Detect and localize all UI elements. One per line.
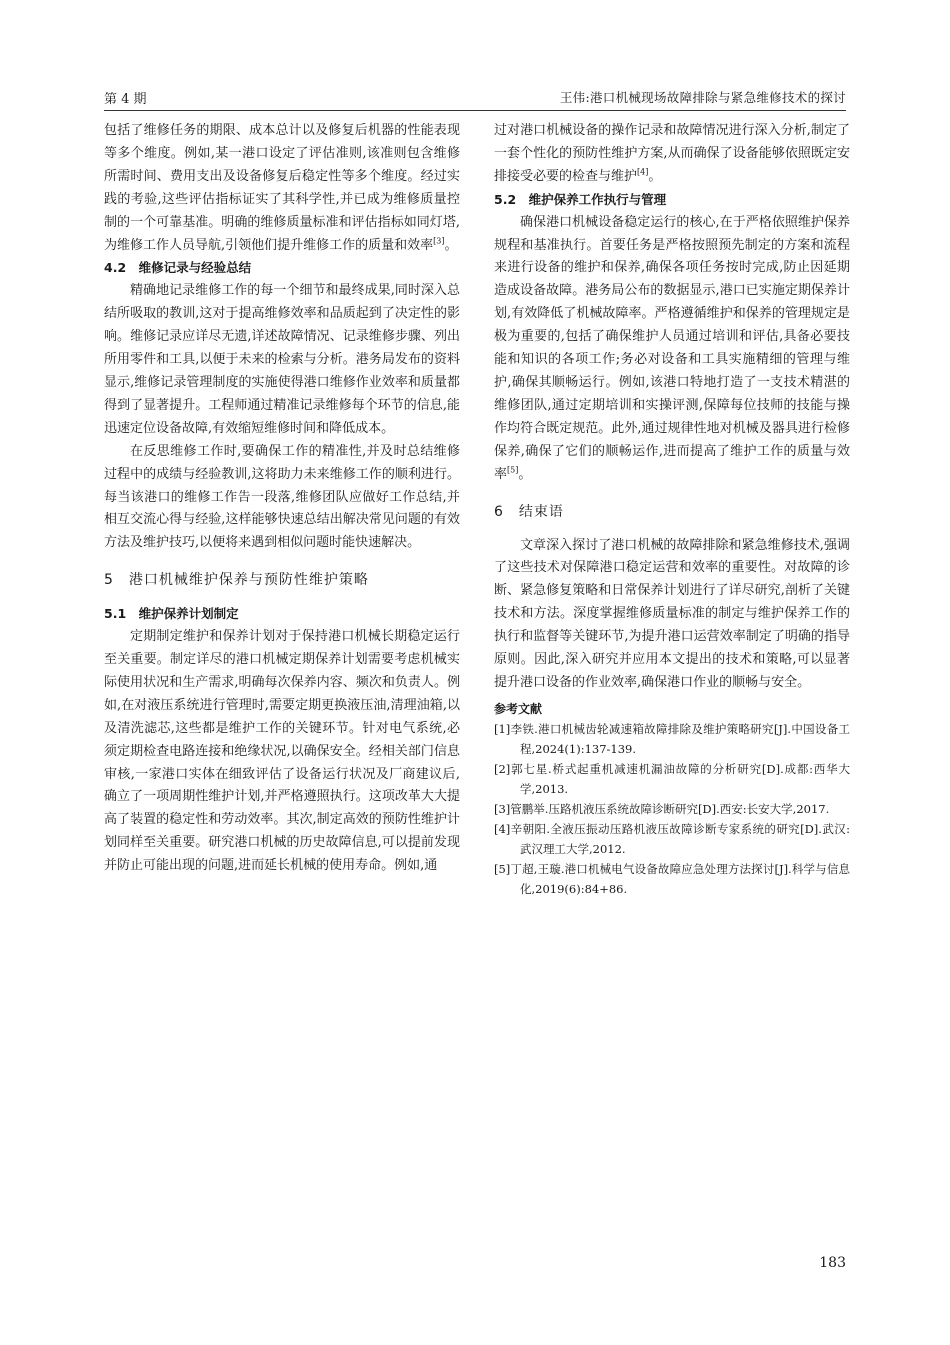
left-column: [104, 120, 460, 878]
section-5-heading: 5 港口机械维护保养与预防性维护策略: [104, 572, 369, 589]
section-6-heading: 6 结束语: [494, 503, 564, 520]
paragraph: 在反思维修工作时,要确保工作的精准性,并及时总结维修过程中的成绩与经验教训,这将助力未来维修工作的顺利进行。每当该港口的维修工作告一段落,维修团队应做好工作总结,并相互交流心得与经验,这样能够快速总结出解决常见问题的有效方法及维护技巧,以便将来遇到相似问题时能快速解决。: [104, 443, 460, 551]
paragraph: 确保港口机械设备稳定运行的核心,在于严格依照维护保养规程和基准执行。首要任务是严格按照预先制定的方案和流程来进行设备的维护和保养,确保各项任务按时完成,防止因延期造成设备故障。港务局公布的数据显示,港口已实施定期保养计划,有效降低了机械故障率。严格遵循维护和保养的管理规定是极为重要的,包括了确保维护人员通过培训和评估,具备必要技能和知识的各项工作;务必对设备和工具实施精细的管理与维护,确保其顺畅运行。例如,该港口特地打造了一支技术精湛的维修团队,通过定期培训和实操评测,保障每位技师的技能与操作均符合既定规范。此外,通过规律性地对机械及器具进行检修保养,确保了它们的顺畅运作,进而提高了维护工作的质量与效率[5]。: [494, 214, 850, 482]
subsection-4-2-heading: 4.2 维修记录与经验总结: [104, 260, 252, 276]
reference-item: [4]辛朝阳.全液压振动压路机液压故障诊断专家系统的研究[D].武汉:武汉理工大学,2012.: [494, 821, 850, 856]
running-title: 王伟:港口机械现场故障排除与紧急维修技术的探讨: [559, 90, 846, 105]
reference-item: [2]郭七星.桥式起重机减速机漏油故障的分析研究[D].成都:西华大学,2013.: [494, 761, 850, 796]
reference-item: [3]管鹏举.压路机液压系统故障诊断研究[D].西安:长安大学,2017.: [494, 801, 830, 816]
references-heading: 参考文献: [494, 701, 543, 716]
paragraph-continued: 包括了维修任务的期限、成本总计以及修复后机器的性能表现等多个维度。例如,某一港口设定了评估准则,该准则包含维修所需时间、费用支出及设备修复后稳定性等多个维度。经过实践的考验,这些评估指标证实了其科学性,并已成为维修质量控制的一个可靠基准。明确的维修质量标准和评估指标如同灯塔,为维修工作人员导航,引领他们提升维修工作的质量和效率[3]。: [104, 123, 460, 253]
journal-issue: 第 4 期: [104, 92, 147, 107]
page-number: 183: [819, 1255, 846, 1271]
citation-4: [4]: [637, 167, 649, 177]
citation-5: [5]: [507, 465, 519, 475]
reference-item: [1]李铁.港口机械齿轮减速箱故障排除及维护策略研究[J].中国设备工程,2024(1):137-139.: [494, 721, 850, 756]
header-rule: [104, 110, 846, 111]
paragraph: 精确地记录维修工作的每一个细节和最终成果,同时深入总结所吸取的教训,这对于提高维修效率和品质起到了决定性的影响。维修记录应详尽无遗,详述故障情况、记录维修步骤、列出所用零件和工具,以便于未来的检索与分析。港务局发布的资料显示,维修记录管理制度的实施使得港口维修作业效率和质量都得到了显著提升。工程师通过精准记录维修每个环节的信息,能迅速定位设备故障,有效缩短维修时间和降低成本。: [104, 283, 460, 436]
subsection-5-1-heading: 5.1 维护保养计划制定: [104, 606, 239, 622]
paragraph: 定期制定维护和保养计划对于保持港口机械长期稳定运行至关重要。制定详尽的港口机械定期保养计划需要考虑机械实际使用状况和生产需求,明确每次保养内容、频次和负责人。例如,在对液压系统进行管理时,需要定期更换液压油,清理油箱,以及清洗滤芯,这些都是维护工作的关键环节。针对电气系统,必须定期检查电路连接和绝缘状况,以确保安全。经相关部门信息审核,一家港口实体在细致评估了设备运行状况及厂商建议后,确立了一项周期性维护计划,并严格遵照执行。这项改革大大提高了装置的稳定性和劳动效率。其次,制定高效的预防性维护计划同样至关重要。研究港口机械的历史故障信息,可以提前发现并防止可能出现的问题,进而延长机械的使用寿命。例如,通: [104, 629, 460, 874]
subsection-5-2-heading: 5.2 维护保养工作执行与管理: [494, 191, 667, 207]
paragraph-continued: 过对港口机械设备的操作记录和故障情况进行深入分析,制定了一套个性化的预防性维护方案,从而确保了设备能够依照既定安排接受必要的检查与维护[4]。: [494, 123, 850, 184]
citation-3: [3]: [433, 236, 445, 246]
reference-item: [5]丁超,王璇.港口机械电气设备故障应急处理方法探讨[J].科学与信息化,2019(6):84+86.: [494, 861, 850, 896]
right-column: [494, 120, 850, 899]
paragraph: 文章深入探讨了港口机械的故障排除和紧急维修技术,强调了这些技术对保障港口稳定运营和效率的重要性。对故障的诊断、紧急修复策略和日常保养计划进行了详尽研究,剖析了关键技术和方法。深度掌握维修质量标准的制定与维护保养工作的执行和监督等关键环节,为提升港口运营效率制定了明确的指导原则。因此,深入研究并应用本文提出的技术和策略,可以显著提升港口设备的作业效率,确保港口作业的顺畅与安全。: [494, 537, 850, 690]
